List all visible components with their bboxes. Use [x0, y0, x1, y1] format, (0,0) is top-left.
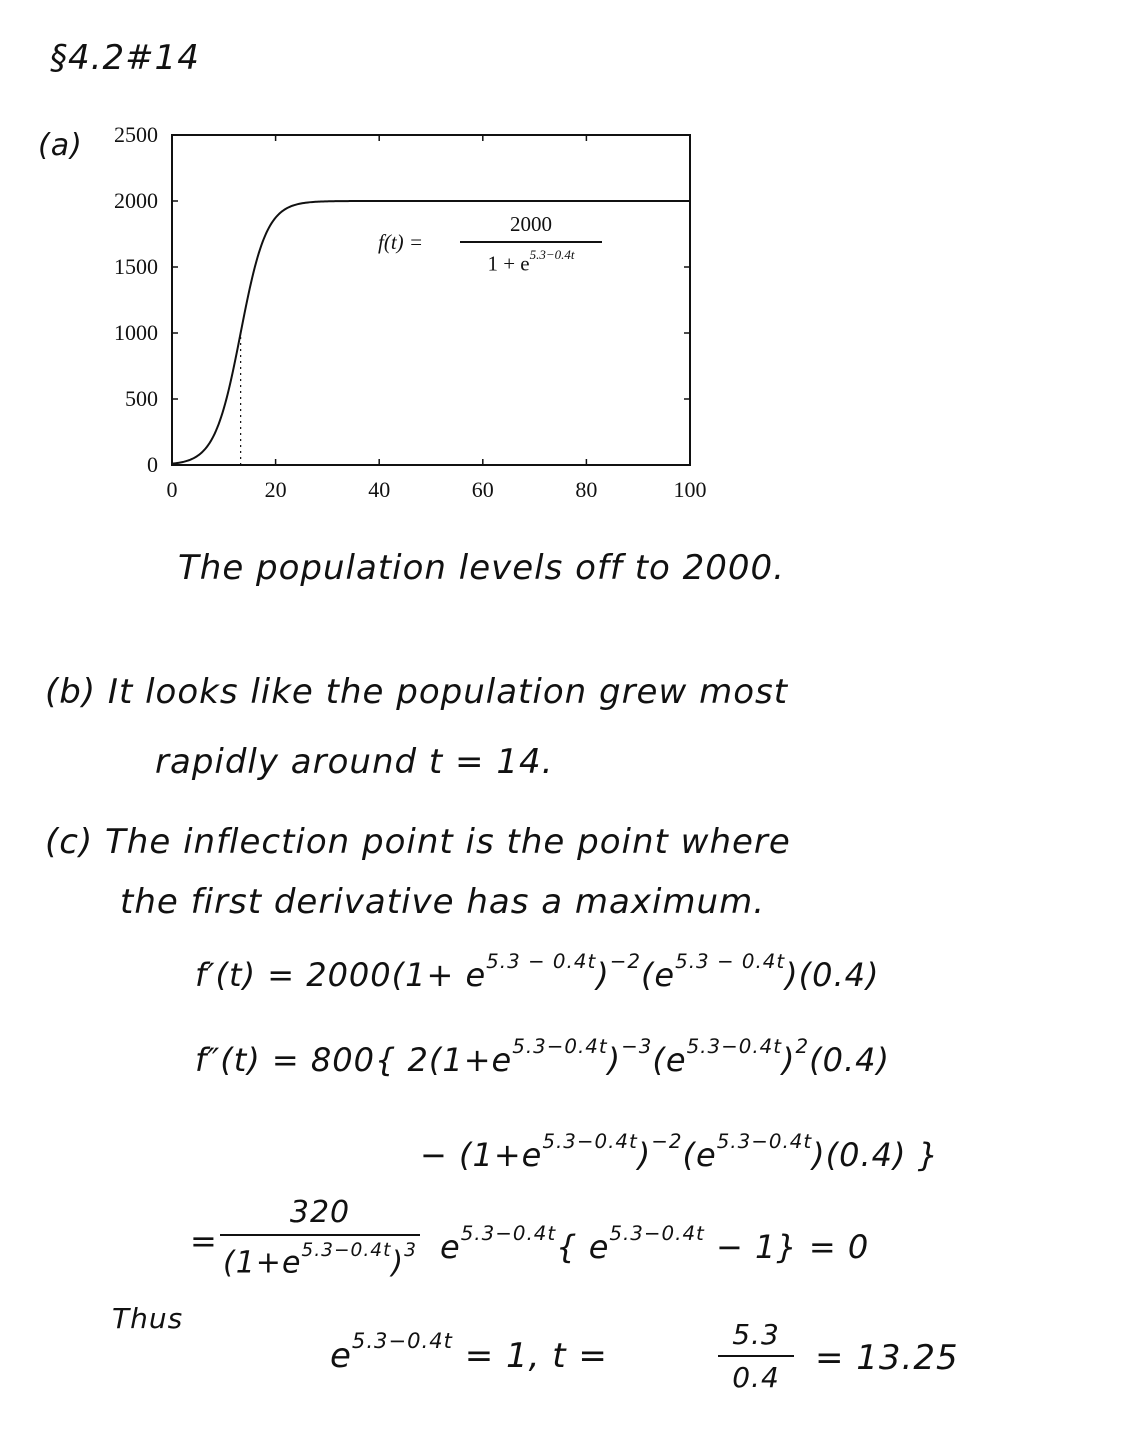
- second-derivative-line1: f″(t) = 800{ $2(1+e^{5.3-0.4t})^{-3}(e^{5.3-0.4t})^2(0.4)$: [195, 1035, 890, 1079]
- y-tick-label: 500: [125, 386, 158, 411]
- problem-header: §4.2#14: [50, 38, 200, 78]
- plot-frame: [172, 135, 690, 465]
- final-result: = 13.25: [815, 1338, 959, 1378]
- second-derivative-line2: − $(1+e^{5.3-0.4t})^{-2}(e^{5.3-0.4t})(0.4)$ }: [420, 1130, 940, 1174]
- y-tick-label: 1500: [114, 254, 158, 279]
- x-tick-label: 80: [575, 477, 598, 502]
- thus-label: Thus: [112, 1302, 184, 1335]
- simplified-numerator: 320: [289, 1195, 351, 1230]
- chart-ticks: [114, 122, 707, 502]
- final-fraction: 5.3 0.4: [718, 1318, 794, 1394]
- formula-exponent: 5.3−0.4t: [529, 247, 575, 262]
- part-c-line2: the first derivative has a maximum.: [120, 882, 766, 922]
- simplified-fraction: 320 $(1+e^{5.3-0.4t})^3$: [220, 1195, 420, 1281]
- logistic-curve: [172, 201, 690, 464]
- formula-numerator: 2000: [510, 212, 552, 236]
- x-tick-label: 0: [166, 477, 178, 502]
- simplified-rest: $e^{5.3-0.4t}${ $e^{5.3-0.4t} - 1\} = 0$: [440, 1222, 870, 1266]
- x-tick-label: 40: [368, 477, 391, 502]
- simplified-eq-sign: =: [190, 1222, 218, 1260]
- y-tick-label: 0: [147, 452, 158, 477]
- final-equation: $e^{5.3-0.4t} = 1$, t =: [330, 1328, 608, 1376]
- part-b-line1: (b) It looks like the population grew most: [45, 672, 789, 712]
- chart-axes: [172, 135, 690, 465]
- y-tick-label: 1000: [114, 320, 158, 345]
- part-a-label: (a): [38, 128, 83, 163]
- y-tick-label: 2000: [114, 188, 158, 213]
- part-c-line1: (c) The inflection point is the point where: [45, 822, 791, 862]
- formula-denominator: 1 + e: [487, 251, 530, 276]
- first-derivative: $f'(t) = 2000(1+ e^{5.3 - 0.4t})^{-2}(e^{5.3 - 0.4t})(0.4)$: [195, 950, 880, 994]
- conclusion-text: The population levels off to 2000.: [178, 548, 785, 588]
- formula-lhs: f(t) =: [378, 230, 424, 254]
- x-tick-label: 100: [673, 477, 707, 502]
- part-b-line2: rapidly around t = 14.: [155, 742, 554, 782]
- chart-curve: [172, 201, 690, 465]
- y-tick-label: 2500: [114, 122, 158, 147]
- x-tick-label: 20: [264, 477, 287, 502]
- x-tick-label: 60: [471, 477, 494, 502]
